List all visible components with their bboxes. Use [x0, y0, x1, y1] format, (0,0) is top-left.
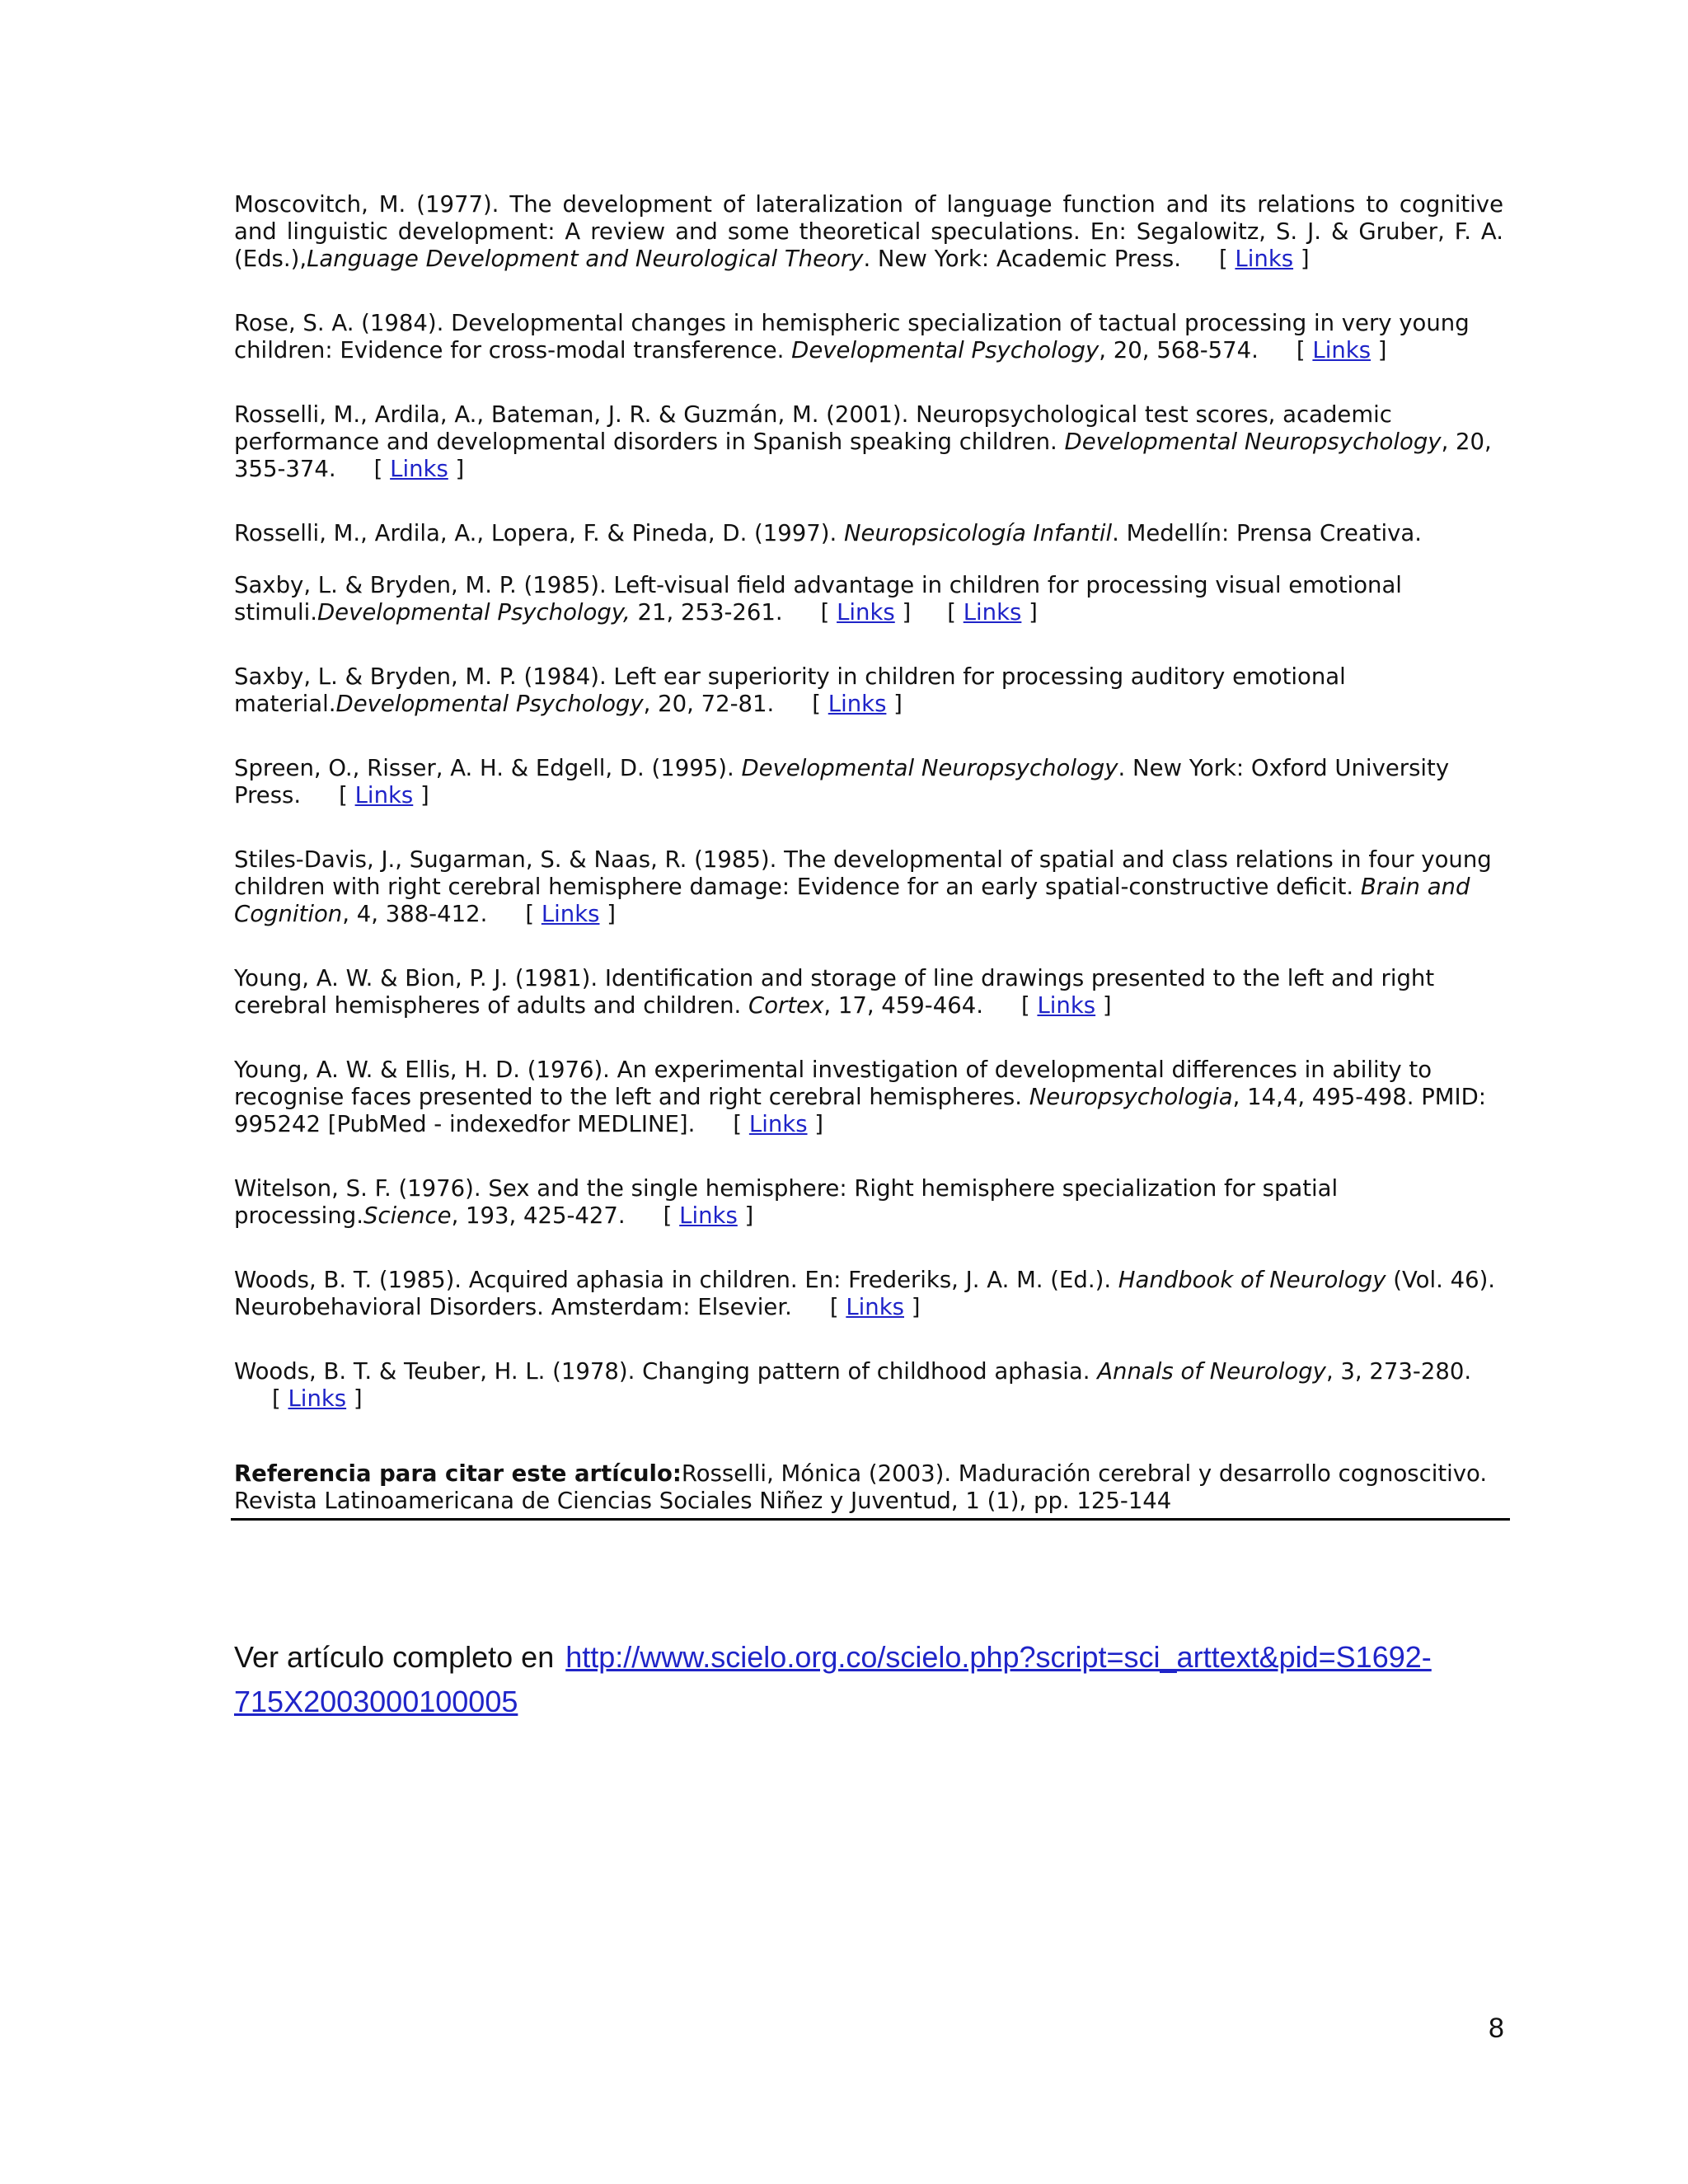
links-link[interactable]: Links: [1235, 246, 1294, 272]
reference-item: [234, 663, 1503, 718]
links-link[interactable]: Links: [1312, 337, 1372, 363]
links-link[interactable]: Links: [541, 901, 600, 927]
page-number: 8: [1489, 2013, 1504, 2044]
reference-item: [234, 1057, 1503, 1138]
reference-details: . New York: Oxford University Press.: [234, 755, 1450, 808]
reference-item: [234, 520, 1503, 547]
reference-source: Language Development and Neurological Theory: [307, 246, 864, 272]
reference-source: Cortex: [748, 992, 824, 1019]
reference-details: . New York: Academic Press.: [863, 246, 1181, 272]
reference-item: [234, 572, 1503, 626]
links-link[interactable]: Links: [354, 782, 414, 808]
reference-text: Stiles-Davis, J., Sugarman, S. & Naas, R. (1985). The developmental of spatial and class relations in four young children with right cerebral hemisphere damage: Evidence for an early spatial-constructive deficit.: [234, 846, 1492, 900]
citation-divider: [231, 1518, 1510, 1521]
links-bracket: [ Links ]: [820, 599, 912, 626]
reference-source: Neuropsicología Infantil: [843, 520, 1113, 546]
reference-details: , 3, 273-280.: [1325, 1358, 1472, 1385]
links-link[interactable]: Links: [963, 599, 1022, 626]
reference-source: Brain and Cognition: [234, 874, 1470, 927]
links-bracket: [ Links ]: [812, 691, 903, 717]
reference-details: , 20, 72-81.: [643, 691, 775, 717]
reference-source: Developmental Psychology: [791, 337, 1100, 363]
reference-source: Developmental Psychology: [335, 691, 644, 717]
citation-label: Referencia para citar este artículo:: [234, 1460, 682, 1487]
reference-details: , 193, 425-427.: [451, 1202, 626, 1229]
links-bracket: [ Links ]: [733, 1111, 824, 1137]
links-link[interactable]: Links: [1037, 992, 1096, 1019]
reference-item: [234, 755, 1503, 809]
reference-item: [234, 846, 1503, 928]
reference-source: Neuropsychologia: [1029, 1084, 1233, 1110]
links-bracket: [ Links ]: [1020, 992, 1112, 1019]
reference-source: Developmental Neuropsychology: [1064, 429, 1442, 455]
reference-item: [234, 1175, 1503, 1230]
citation-block: [234, 1460, 1503, 1515]
links-link[interactable]: Links: [846, 1294, 904, 1320]
links-bracket: [ Links ]: [947, 599, 1038, 626]
reference-source: Developmental Psychology,: [317, 599, 631, 626]
reference-text: Rose, S. A. (1984). Developmental changes in hemispheric specialization of tactual processing in very young children: Evidence for cross-modal transference.: [234, 310, 1470, 363]
reference-details: . Medellín: Prensa Creativa.: [1112, 520, 1423, 546]
reference-details: , 20, 568-574.: [1099, 337, 1259, 363]
reference-text: Woods, B. T. & Teuber, H. L. (1978). Changing pattern of childhood aphasia.: [234, 1358, 1098, 1385]
reference-details: 21, 253-261.: [630, 599, 783, 626]
reference-text: Saxby, L. & Bryden, M. P. (1985). Left-visual field advantage in children for processing visual emotional stimuli.: [234, 572, 1402, 626]
links-bracket: [ Links ]: [1296, 337, 1387, 363]
reference-details: (Vol. 46). Neurobehavioral Disorders. Amsterdam: Elsevier.: [234, 1267, 1496, 1320]
reference-item: [234, 401, 1503, 483]
reference-text: Spreen, O., Risser, A. H. & Edgell, D. (1995).: [234, 755, 742, 781]
links-link[interactable]: Links: [837, 599, 895, 626]
links-bracket: [ Links ]: [373, 456, 465, 482]
links-bracket: [ Links ]: [1218, 246, 1310, 272]
reference-item: [234, 1267, 1503, 1321]
reference-text: Witelson, S. F. (1976). Sex and the single hemisphere: Right hemisphere specialization for spatial processing.: [234, 1175, 1339, 1229]
links-link[interactable]: Links: [288, 1385, 347, 1412]
full-article-link[interactable]: http://www.scielo.org.co/scielo.php?script=sci_arttext&pid=S1692-715X2003000100005: [234, 1640, 1432, 1718]
reference-source: Annals of Neurology: [1097, 1358, 1326, 1385]
reference-text: Rosselli, M., Ardila, A., Bateman, J. R. & Guzmán, M. (2001). Neuropsychological test scores, academic performance and developmental disorders in Spanish speaking children.: [234, 401, 1392, 455]
links-link[interactable]: Links: [390, 456, 448, 482]
reference-source: Developmental Neuropsychology: [741, 755, 1118, 781]
reference-item: [234, 1358, 1503, 1413]
reference-item: [234, 965, 1503, 1019]
links-link[interactable]: Links: [828, 691, 887, 717]
reference-source: Science: [363, 1202, 452, 1229]
reference-details: , 20, 355-374.: [234, 429, 1492, 482]
reference-text: Young, A. W. & Ellis, H. D. (1976). An experimental investigation of developmental differences in ability to recognise faces presented to the left and right cerebral hemispheres.: [234, 1057, 1432, 1110]
links-link[interactable]: Links: [679, 1202, 738, 1229]
reference-text: Woods, B. T. (1985). Acquired aphasia in children. En: Frederiks, J. A. M. (Ed.).: [234, 1267, 1118, 1293]
links-bracket: [ Links ]: [272, 1385, 363, 1412]
links-link[interactable]: Links: [748, 1111, 808, 1137]
full-article-line: [234, 1635, 1503, 1724]
full-article-prefix: Ver artículo completo en: [234, 1640, 555, 1674]
reference-text: Rosselli, M., Ardila, A., Lopera, F. & Pineda, D. (1997).: [234, 520, 844, 546]
reference-details: , 17, 459-464.: [823, 992, 983, 1019]
links-bracket: [ Links ]: [339, 782, 429, 808]
links-bracket: [ Links ]: [829, 1294, 921, 1320]
reference-text: Young, A. W. & Bion, P. J. (1981). Identification and storage of line drawings presented to the left and right cerebral hemispheres of adults and children.: [234, 965, 1435, 1019]
reference-item: [234, 191, 1503, 273]
reference-details: , 4, 388-412.: [342, 901, 488, 927]
links-bracket: [ Links ]: [663, 1202, 754, 1229]
reference-text: Saxby, L. & Bryden, M. P. (1984). Left ear superiority in children for processing auditory emotional material.: [234, 663, 1346, 717]
citation-text: Rosselli, Mónica (2003). Maduración cerebral y desarrollo cognoscitivo. Revista Latinoamericana de Ciencias Sociales Niñez y Juventud, 1 (1), pp. 125-144: [234, 1460, 1488, 1514]
links-bracket: [ Links ]: [525, 901, 616, 927]
reference-details: , 14,4, 495-498. PMID: 995242 [PubMed - indexedfor MEDLINE].: [234, 1084, 1487, 1137]
reference-list: [234, 191, 1503, 1450]
reference-item: [234, 310, 1503, 364]
reference-source: Handbook of Neurology: [1118, 1267, 1386, 1293]
reference-text: Moscovitch, M. (1977). The development of lateralization of language function and its relations to cognitive and linguistic development: A review and some theoretical speculations. En: Segalowitz, S. J. & Gruber, F. A. (Eds.),: [234, 191, 1503, 272]
